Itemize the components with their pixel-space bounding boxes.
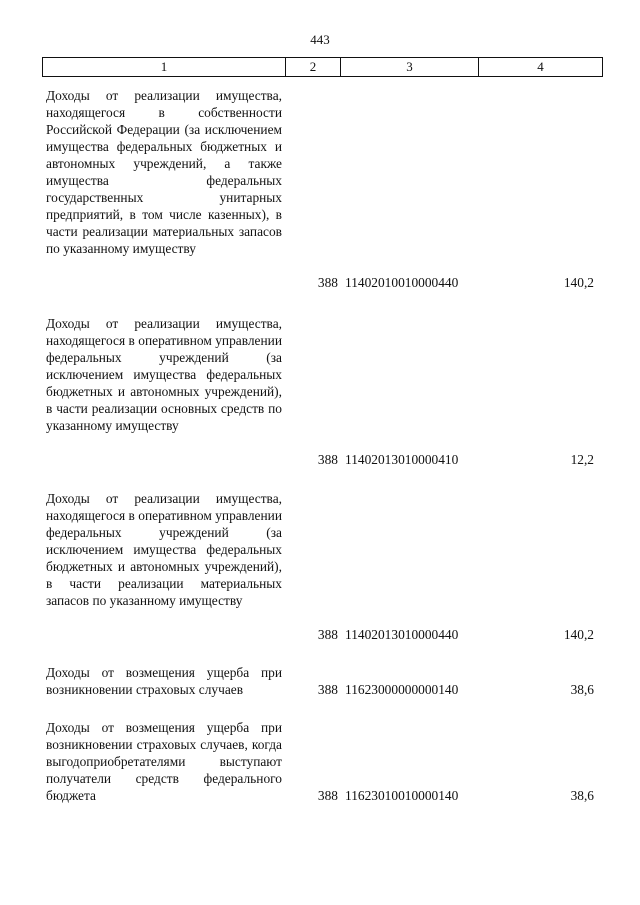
- amount: 38,6: [570, 682, 594, 697]
- budget-classification-code: 11623010010000140: [345, 788, 459, 803]
- amount: 140,2: [563, 275, 594, 290]
- amount: 140,2: [563, 627, 594, 642]
- amount: 38,6: [570, 788, 594, 803]
- budget-classification-code: 11402013010000440: [345, 627, 459, 642]
- column-header-2: 2: [286, 58, 341, 77]
- admin-code: 388: [317, 788, 338, 803]
- admin-code: 388: [317, 682, 338, 697]
- revenue-name: Доходы от реализации имущества, находящегося в оперативном управлении федеральных учреждений (за исключением имущества федеральных бюджетных и автономных учреждений), в части реализации основных средств по указанному имуществу: [46, 316, 282, 433]
- revenue-name: Доходы от возмещения ущерба при возникновении страховых случаев: [46, 665, 282, 697]
- budget-classification-code: 11623000000000140: [345, 682, 459, 697]
- budget-classification-code: 11402010010000440: [345, 275, 459, 290]
- admin-code: 388: [317, 627, 338, 642]
- column-header-1: 1: [43, 58, 286, 77]
- admin-code: 388: [317, 275, 338, 290]
- revenue-name: Доходы от реализации имущества, находящегося в собственности Российской Федерации (за исключением имущества федеральных бюджетных и автономных учреждений, а также имущества федеральных государственных унитарных предприятий, в том числе казенных), в части реализации материальных запасов по указанному имуществу: [46, 88, 282, 256]
- revenue-name: Доходы от возмещения ущерба при возникновении страховых случаев, когда выгодоприобретателями выступают получатели средств федерального бюджета: [46, 720, 282, 803]
- budget-classification-code: 11402013010000410: [345, 452, 459, 467]
- admin-code: 388: [317, 452, 338, 467]
- revenue-name: Доходы от реализации имущества, находящегося в оперативном управлении федеральных учреждений (за исключением имущества федеральных бюджетных и автономных учреждений), в части реализации материальных запасов по указанному имуществу: [46, 491, 282, 608]
- column-header-4: 4: [479, 58, 603, 77]
- page-number: 443: [310, 32, 330, 47]
- amount: 12,2: [570, 452, 594, 467]
- column-header-3: 3: [341, 58, 479, 77]
